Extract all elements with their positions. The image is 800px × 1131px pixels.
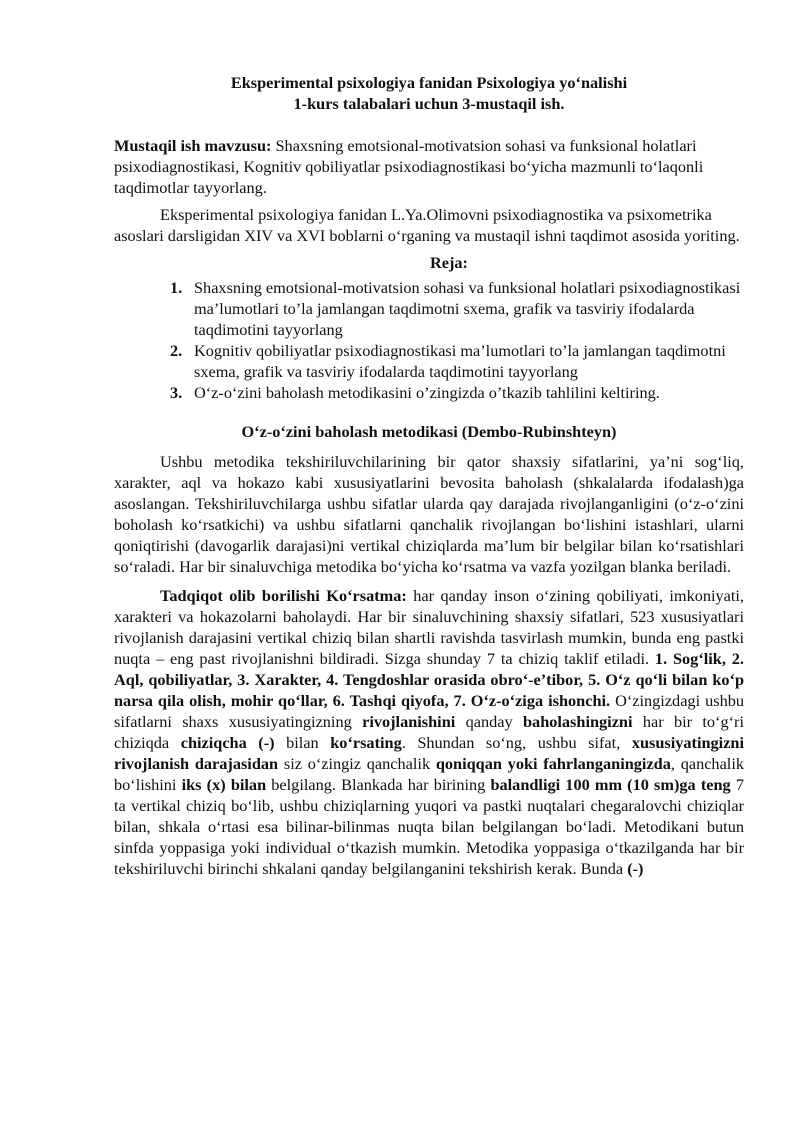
plan-item-text: Kognitiv qobiliyatlar psixodiagnostikasi ma’lumotlari to’la jamlangan taqdimotni sxema, grafik va tasviriy ifodalarda taqdimotini tayyorlang: [194, 341, 726, 381]
plan-item: [114, 277, 744, 340]
bold-run: ko‘rsating: [330, 733, 402, 752]
text-run: siz o‘zingiz qanchalik: [278, 754, 436, 773]
topic-label: Mustaqil ish mavzusu:: [114, 136, 272, 155]
plan-item-text: O‘z-o‘zini baholash metodikasini o’zingizda o’tkazib tahlilini keltiring.: [194, 383, 660, 402]
text-run: . Shundan so‘ng, ushbu sifat,: [401, 733, 632, 752]
method-heading: O‘z-o‘zini baholash metodikasi (Dembo-Rubinshteyn): [241, 422, 617, 441]
bold-run: baholashingizni: [523, 712, 633, 731]
text-run: O‘zingizdagi ushbu sifatlarni shaxs xususiyatingizning: [114, 691, 744, 731]
bold-run: iks (x) bilan: [181, 775, 267, 794]
topic-text: Shaxsning emotsional-motivatsion sohasi va funksional holatlari psixodiagnostikasi, Kognitiv qobiliyatlar psixodiagnostikasi bo‘yicha mazmunli to‘laqonli taqdimotlar tayyorlang.: [114, 136, 704, 197]
method-paragraph-1: Ushbu metodika tekshiriluvchilarining bir qator shaxsiy sifatlarini, ya’ni sog‘liq, xarakter, aql va hokazo kabi xususiyatlarini bevosita baholash (shkalalarda ifodalash)ga asoslangan. Tekshiriluvchilarga ushbu sifatlar ularda qay darajada rivojlanganligini (o‘z-o‘zini boholash ko‘rsatkichi) va ushbu sifatlarni qanchalik rivojlangan bo‘lishini istashlari, ularni qoniqtirishi (davogarlik darajasi)ni vertikal chiziqlarda ma’lum bir belgilar bilan ko‘rsatishlari so‘raladi. Har bir sinaluvchiga metodika bo‘yicha ko‘rsatma va vazfa yozilgan blanka beriladi.: [114, 452, 744, 576]
document-title: [114, 72, 744, 114]
bold-run: (-): [627, 859, 644, 878]
text-run: qanday: [455, 712, 523, 731]
title-line-1: Eksperimental psixologiya fanidan Psixologiya yo‘nalishi: [230, 73, 628, 92]
plan-list: [114, 277, 744, 403]
bold-run: chiziqcha (-): [180, 733, 275, 752]
bold-run: balandligi 100 mm (10 sm)ga teng: [490, 775, 731, 794]
plan-item-number: 1.: [170, 278, 183, 297]
document-page: [114, 72, 744, 879]
text-run: 7 ta vertikal chiziq bo‘lib, ushbu chiziqlarning yuqori va pastki nuqtalari chegaralovchi chiziqlar bilan, shkala o‘rtasi esa bilinar-bilinmas nuqta bilan belgilangan bo‘ladi. Metodikani butun sinfda yoppasiga yoki individual o‘tkazish mumkin. Metodika yoppasiga o‘tkazilganda har bir tekshiriluvchi birinchi shkalani qanday belgilanganini tekshirish kerak. Bunda: [114, 775, 744, 878]
text-run: belgilang. Blankada har birining: [266, 775, 491, 794]
text-run: , qanchalik bo‘lishini: [114, 754, 744, 794]
plan-heading: Reja:: [430, 253, 468, 272]
plan-item: [114, 382, 744, 403]
intro-paragraph: Eksperimental psixologiya fanidan L.Ya.Olimovni psixodiagnostika va psixometrika asoslari darsligidan XIV va XVI boblarni o‘rganing va mustaqil ishni taqdimot asosida yoriting.: [114, 205, 740, 245]
bold-run: rivojlanishini: [362, 712, 456, 731]
bold-run: 1. Sog‘lik, 2. Aql, qobiliyatlar, 3. Xarakter, 4. Tengdoshlar orasida obro‘-e’tibor, 5. O‘z qo‘li bilan ko‘p narsa qila olish, mohir qo‘llar, 6. Tashqi qiyofa, 7. O‘z-o‘ziga ishonchi.: [114, 649, 744, 710]
topic-paragraph: [114, 135, 744, 198]
text-run: bilan: [274, 733, 331, 752]
plan-item-text: Shaxsning emotsional-motivatsion sohasi va funksional holatlari psixodiagnostikasi ma’lumotlari to’la jamlangan taqdimotni sxema, grafik va tasviriy ifodalarda taqdimotini tayyorlang: [194, 278, 741, 339]
text-run: har bir to‘g‘ri chiziqda: [114, 712, 744, 752]
instruction-label: Tadqiqot olib borilishi Ko‘rsatma:: [160, 586, 407, 605]
plan-item-number: 3.: [170, 383, 183, 402]
text-run: har qanday inson o‘zining qobiliyati, imkoniyati, xarakteri va hokazolarni baholaydi. Har bir sinaluvchining shaxsiy sifatlari, 523 xususiyatlari rivojlanish darajasini vertikal chiziq bilan shartli ravishda tasvirlash mumkin, bunda eng pastki nuqta – eng past rivojlanishni bildiradi. Sizga shunday 7 ta chiziq taklif etiladi.: [114, 586, 745, 668]
bold-run: qoniqqan yoki fahrlanganingizda: [435, 754, 671, 773]
method-paragraph-2: [114, 585, 744, 879]
title-line-2: 1-kurs talabalari uchun 3-mustaqil ish.: [293, 94, 565, 113]
plan-item: [114, 340, 744, 382]
plan-item-number: 2.: [170, 341, 183, 360]
bold-run: xususiyatingizni rivojlanish darajasidan: [114, 733, 745, 773]
